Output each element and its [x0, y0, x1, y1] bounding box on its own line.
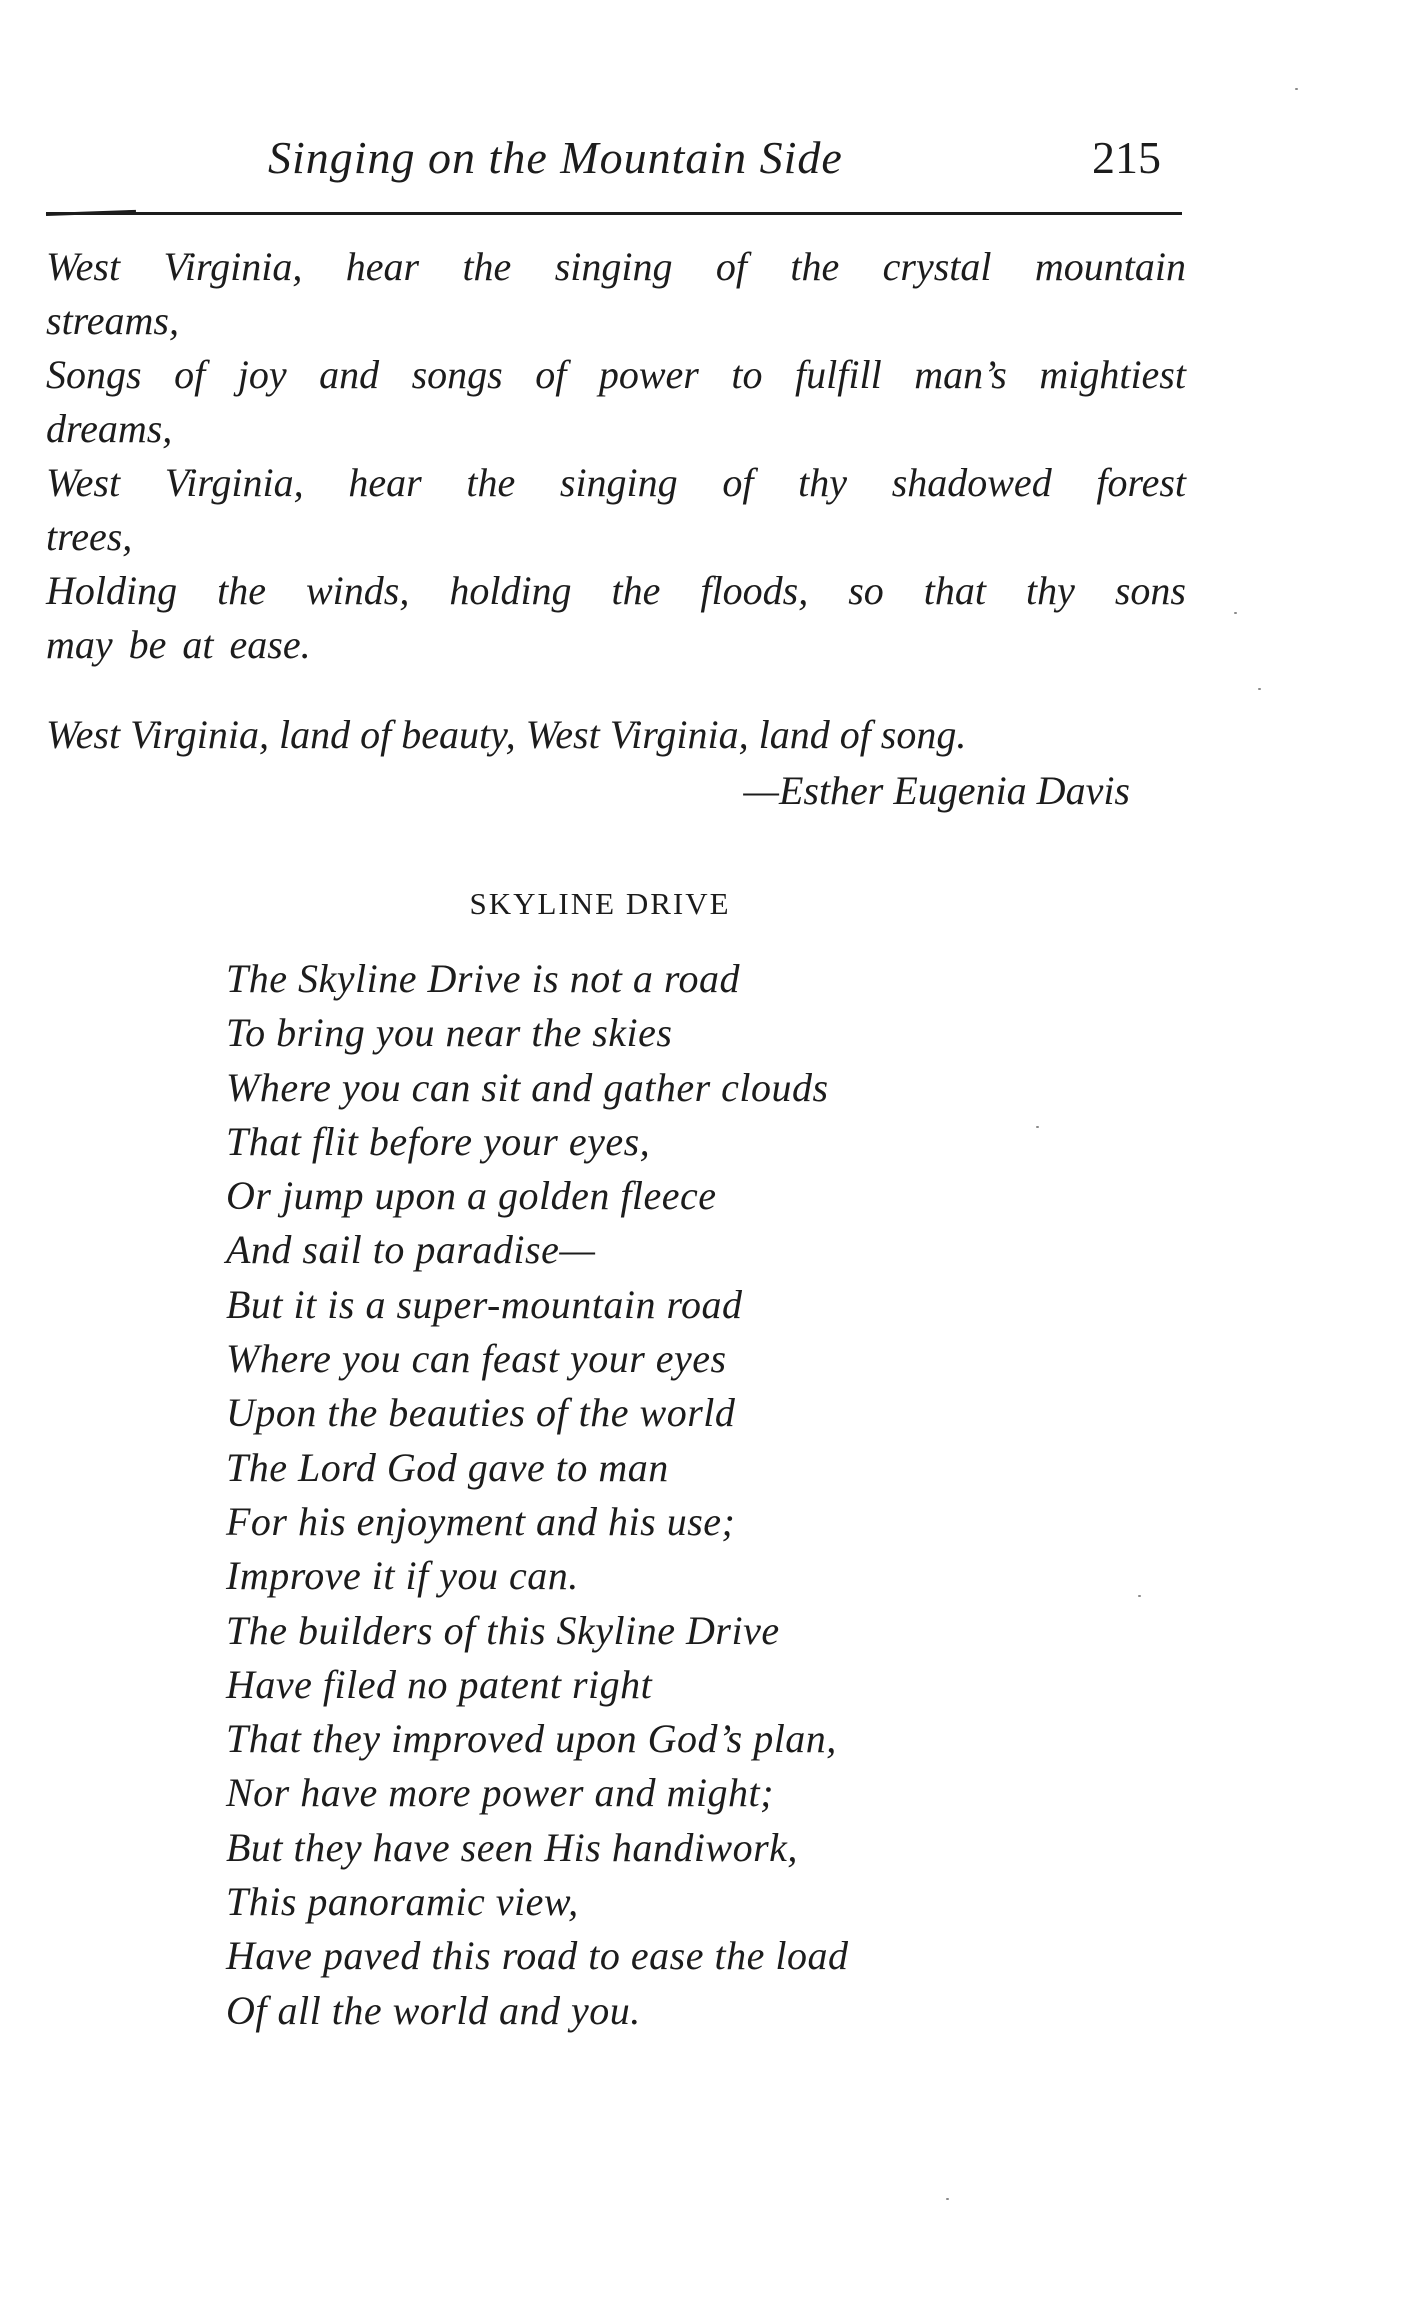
verse-first-line: West Virginia, hear the singing of the crystal mountain — [46, 244, 1186, 289]
scan-speck — [1036, 1126, 1039, 1128]
scan-speck — [946, 2198, 949, 2200]
scan-speck — [1295, 88, 1298, 90]
scan-speck — [1258, 688, 1261, 690]
poem-line: This panoramic view, — [226, 1879, 579, 1925]
poem-line: But it is a super-mountain road — [226, 1281, 743, 1327]
poem-line: That flit before your eyes, — [226, 1118, 651, 1164]
poem-refrain — [46, 708, 1186, 762]
skyline-drive-poem — [226, 952, 1126, 2038]
poem-line: The builders of this Skyline Drive — [226, 1607, 780, 1653]
verse-line — [46, 456, 1186, 564]
header-rule — [46, 212, 1182, 215]
verse-turnover: streams, — [46, 298, 179, 343]
poem-line: The Skyline Drive is not a road — [226, 956, 740, 1001]
verse-line — [46, 564, 1186, 672]
page-number: 215 — [1092, 132, 1161, 183]
poem-line: That they improved upon God’s plan, — [226, 1716, 837, 1762]
poem-line: Of all the world and you. — [226, 1987, 641, 2033]
verse-turnover: dreams, — [46, 406, 173, 451]
refrain-line: West Virginia, land of beauty, West Virginia, land of song. — [46, 712, 967, 757]
poem-line: To bring you near the skies — [226, 1010, 673, 1056]
poem-line: But they have seen His handiwork, — [226, 1824, 798, 1870]
poem-continuation-stanza — [46, 240, 1186, 672]
poem-line: Have paved this road to ease the load — [226, 1933, 849, 1979]
poem-line: Have filed no patent right — [226, 1661, 653, 1707]
poem-line: And sail to paradise— — [226, 1227, 596, 1273]
poem-line: Where you can sit and gather clouds — [226, 1064, 829, 1110]
poem-line: Improve it if you can. — [226, 1553, 579, 1599]
verse-line — [46, 240, 1186, 348]
verse-first-line: Holding the winds, holding the floods, so that thy sons — [46, 568, 1186, 613]
verse-line — [46, 348, 1186, 456]
scan-speck — [1138, 1595, 1141, 1597]
scan-speck — [1234, 612, 1237, 614]
poem-line: For his enjoyment and his use; — [226, 1498, 736, 1544]
poem-line: The Lord God gave to man — [226, 1444, 669, 1490]
verse-first-line: West Virginia, hear the singing of thy shadowed forest — [46, 460, 1186, 505]
verse-turnover: trees, — [46, 514, 133, 559]
poem-attribution: —Esther Eugenia Davis — [743, 768, 1130, 813]
poem-line: Or jump upon a golden fleece — [226, 1173, 717, 1219]
verse-first-line: Songs of joy and songs of power to fulfill man’s mightiest — [46, 352, 1186, 397]
poem-line: Where you can feast your eyes — [226, 1336, 727, 1382]
poem-line: Upon the beauties of the world — [226, 1390, 736, 1436]
running-title: Singing on the Mountain Side — [268, 132, 843, 183]
poem-title: SKYLINE DRIVE — [469, 886, 731, 921]
verse-turnover: may be at ease. — [46, 622, 311, 667]
running-header — [0, 128, 1424, 188]
poem-line: Nor have more power and might; — [226, 1770, 774, 1816]
